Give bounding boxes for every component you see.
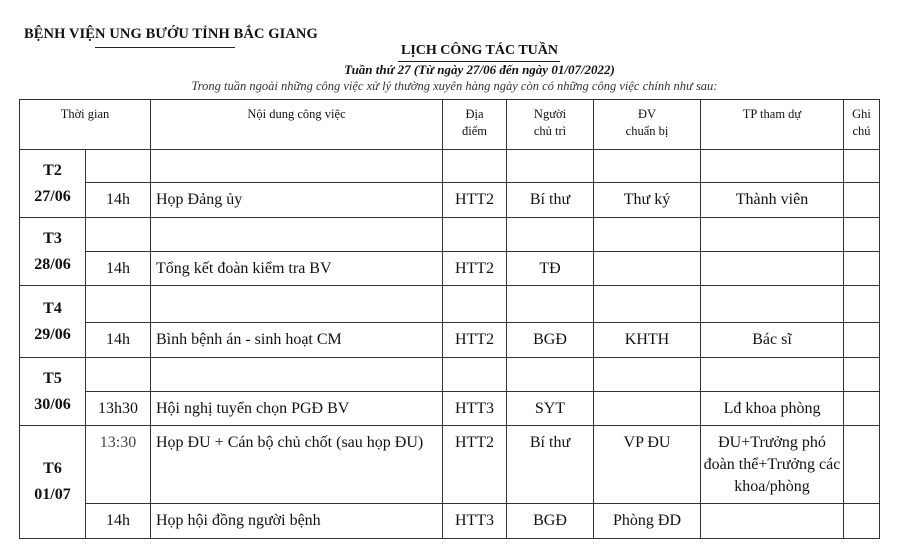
- note-cell: [844, 426, 880, 504]
- attend-cell: ĐU+Trưởng phó đoàn thể+Trưởng các khoa/phòng: [701, 426, 844, 504]
- day-cell: T5 30/06: [20, 358, 86, 426]
- content-cell: Họp Đảng ủy: [151, 183, 443, 218]
- content-cell: Tổng kết đoàn kiểm tra BV: [151, 252, 443, 286]
- prep-cell: [594, 392, 701, 426]
- col-attend: TP tham dự: [701, 100, 844, 150]
- attend-cell: Lđ khoa phòng: [701, 392, 844, 426]
- weekly-schedule-table: [19, 99, 880, 539]
- col-content: Nội dung công việc: [151, 100, 443, 150]
- time-cell: 14h: [86, 504, 151, 539]
- col-host: Người chủ trì: [507, 100, 594, 150]
- prep-cell: Phòng ĐD: [594, 504, 701, 539]
- prep-cell: Thư ký: [594, 183, 701, 218]
- place-cell: HTT3: [443, 504, 507, 539]
- content-cell: Bình bệnh án - sinh hoạt CM: [151, 323, 443, 358]
- note-cell: [844, 392, 880, 426]
- note-cell: [844, 504, 880, 539]
- place-cell: HTT2: [443, 323, 507, 358]
- day-cell: T4 29/06: [20, 286, 86, 358]
- attend-cell: Thành viên: [701, 183, 844, 218]
- col-note: Ghi chú: [844, 100, 880, 150]
- document-title: LỊCH CÔNG TÁC TUẦN: [400, 43, 558, 58]
- host-cell: BGĐ: [507, 504, 594, 539]
- table-row: [20, 392, 880, 426]
- time-cell: 13h30: [86, 392, 151, 426]
- table-row: [20, 183, 880, 218]
- table-row: [20, 252, 880, 286]
- day-cell: T2 27/06: [20, 150, 86, 218]
- col-prep: ĐV chuẩn bị: [594, 100, 701, 150]
- host-cell: Bí thư: [507, 183, 594, 218]
- place-cell: HTT2: [443, 252, 507, 286]
- table-row: [20, 323, 880, 358]
- time-cell: 14h: [86, 323, 151, 358]
- time-cell: 14h: [86, 183, 151, 218]
- day-row-blank: [20, 358, 880, 392]
- day-row-blank: [20, 218, 880, 252]
- host-cell: TĐ: [507, 252, 594, 286]
- hospital-name: BỆNH VIỆN UNG BƯỚU TỈNH BẮC GIANG: [24, 26, 318, 42]
- week-range: Tuần thứ 27 (Từ ngày 27/06 đến ngày 01/07/2022): [344, 62, 615, 77]
- note-cell: [844, 323, 880, 358]
- prep-cell: KHTH: [594, 323, 701, 358]
- content-cell: Hội nghị tuyển chọn PGĐ BV: [151, 392, 443, 426]
- attend-cell: [701, 504, 844, 539]
- time-cell: 13:30: [86, 426, 151, 504]
- host-cell: SYT: [507, 392, 594, 426]
- col-place: Địa điểm: [443, 100, 507, 150]
- place-cell: HTT2: [443, 426, 507, 504]
- place-cell: HTT3: [443, 392, 507, 426]
- col-time: Thời gian: [20, 100, 151, 150]
- place-cell: HTT2: [443, 183, 507, 218]
- schedule-note: Trong tuần ngoài những công việc xử lý thường xuyên hàng ngày còn có những công việc chính như sau:: [191, 79, 718, 93]
- day-row-blank: [20, 150, 880, 183]
- attend-cell: [701, 252, 844, 286]
- content-cell: Họp ĐU + Cán bộ chủ chốt (sau họp ĐU): [151, 426, 443, 504]
- table-row: [20, 426, 880, 504]
- content-cell: Họp hội đồng người bệnh: [151, 504, 443, 539]
- attend-cell: Bác sĩ: [701, 323, 844, 358]
- prep-cell: [594, 252, 701, 286]
- table-row: [20, 504, 880, 539]
- host-cell: Bí thư: [507, 426, 594, 504]
- note-cell: [844, 183, 880, 218]
- day-cell: T6 01/07: [20, 426, 86, 539]
- header-row: [20, 100, 880, 150]
- host-cell: BGĐ: [507, 323, 594, 358]
- prep-cell: VP ĐU: [594, 426, 701, 504]
- day-row-blank: [20, 286, 880, 323]
- note-cell: [844, 252, 880, 286]
- time-cell: 14h: [86, 252, 151, 286]
- day-cell: T3 28/06: [20, 218, 86, 286]
